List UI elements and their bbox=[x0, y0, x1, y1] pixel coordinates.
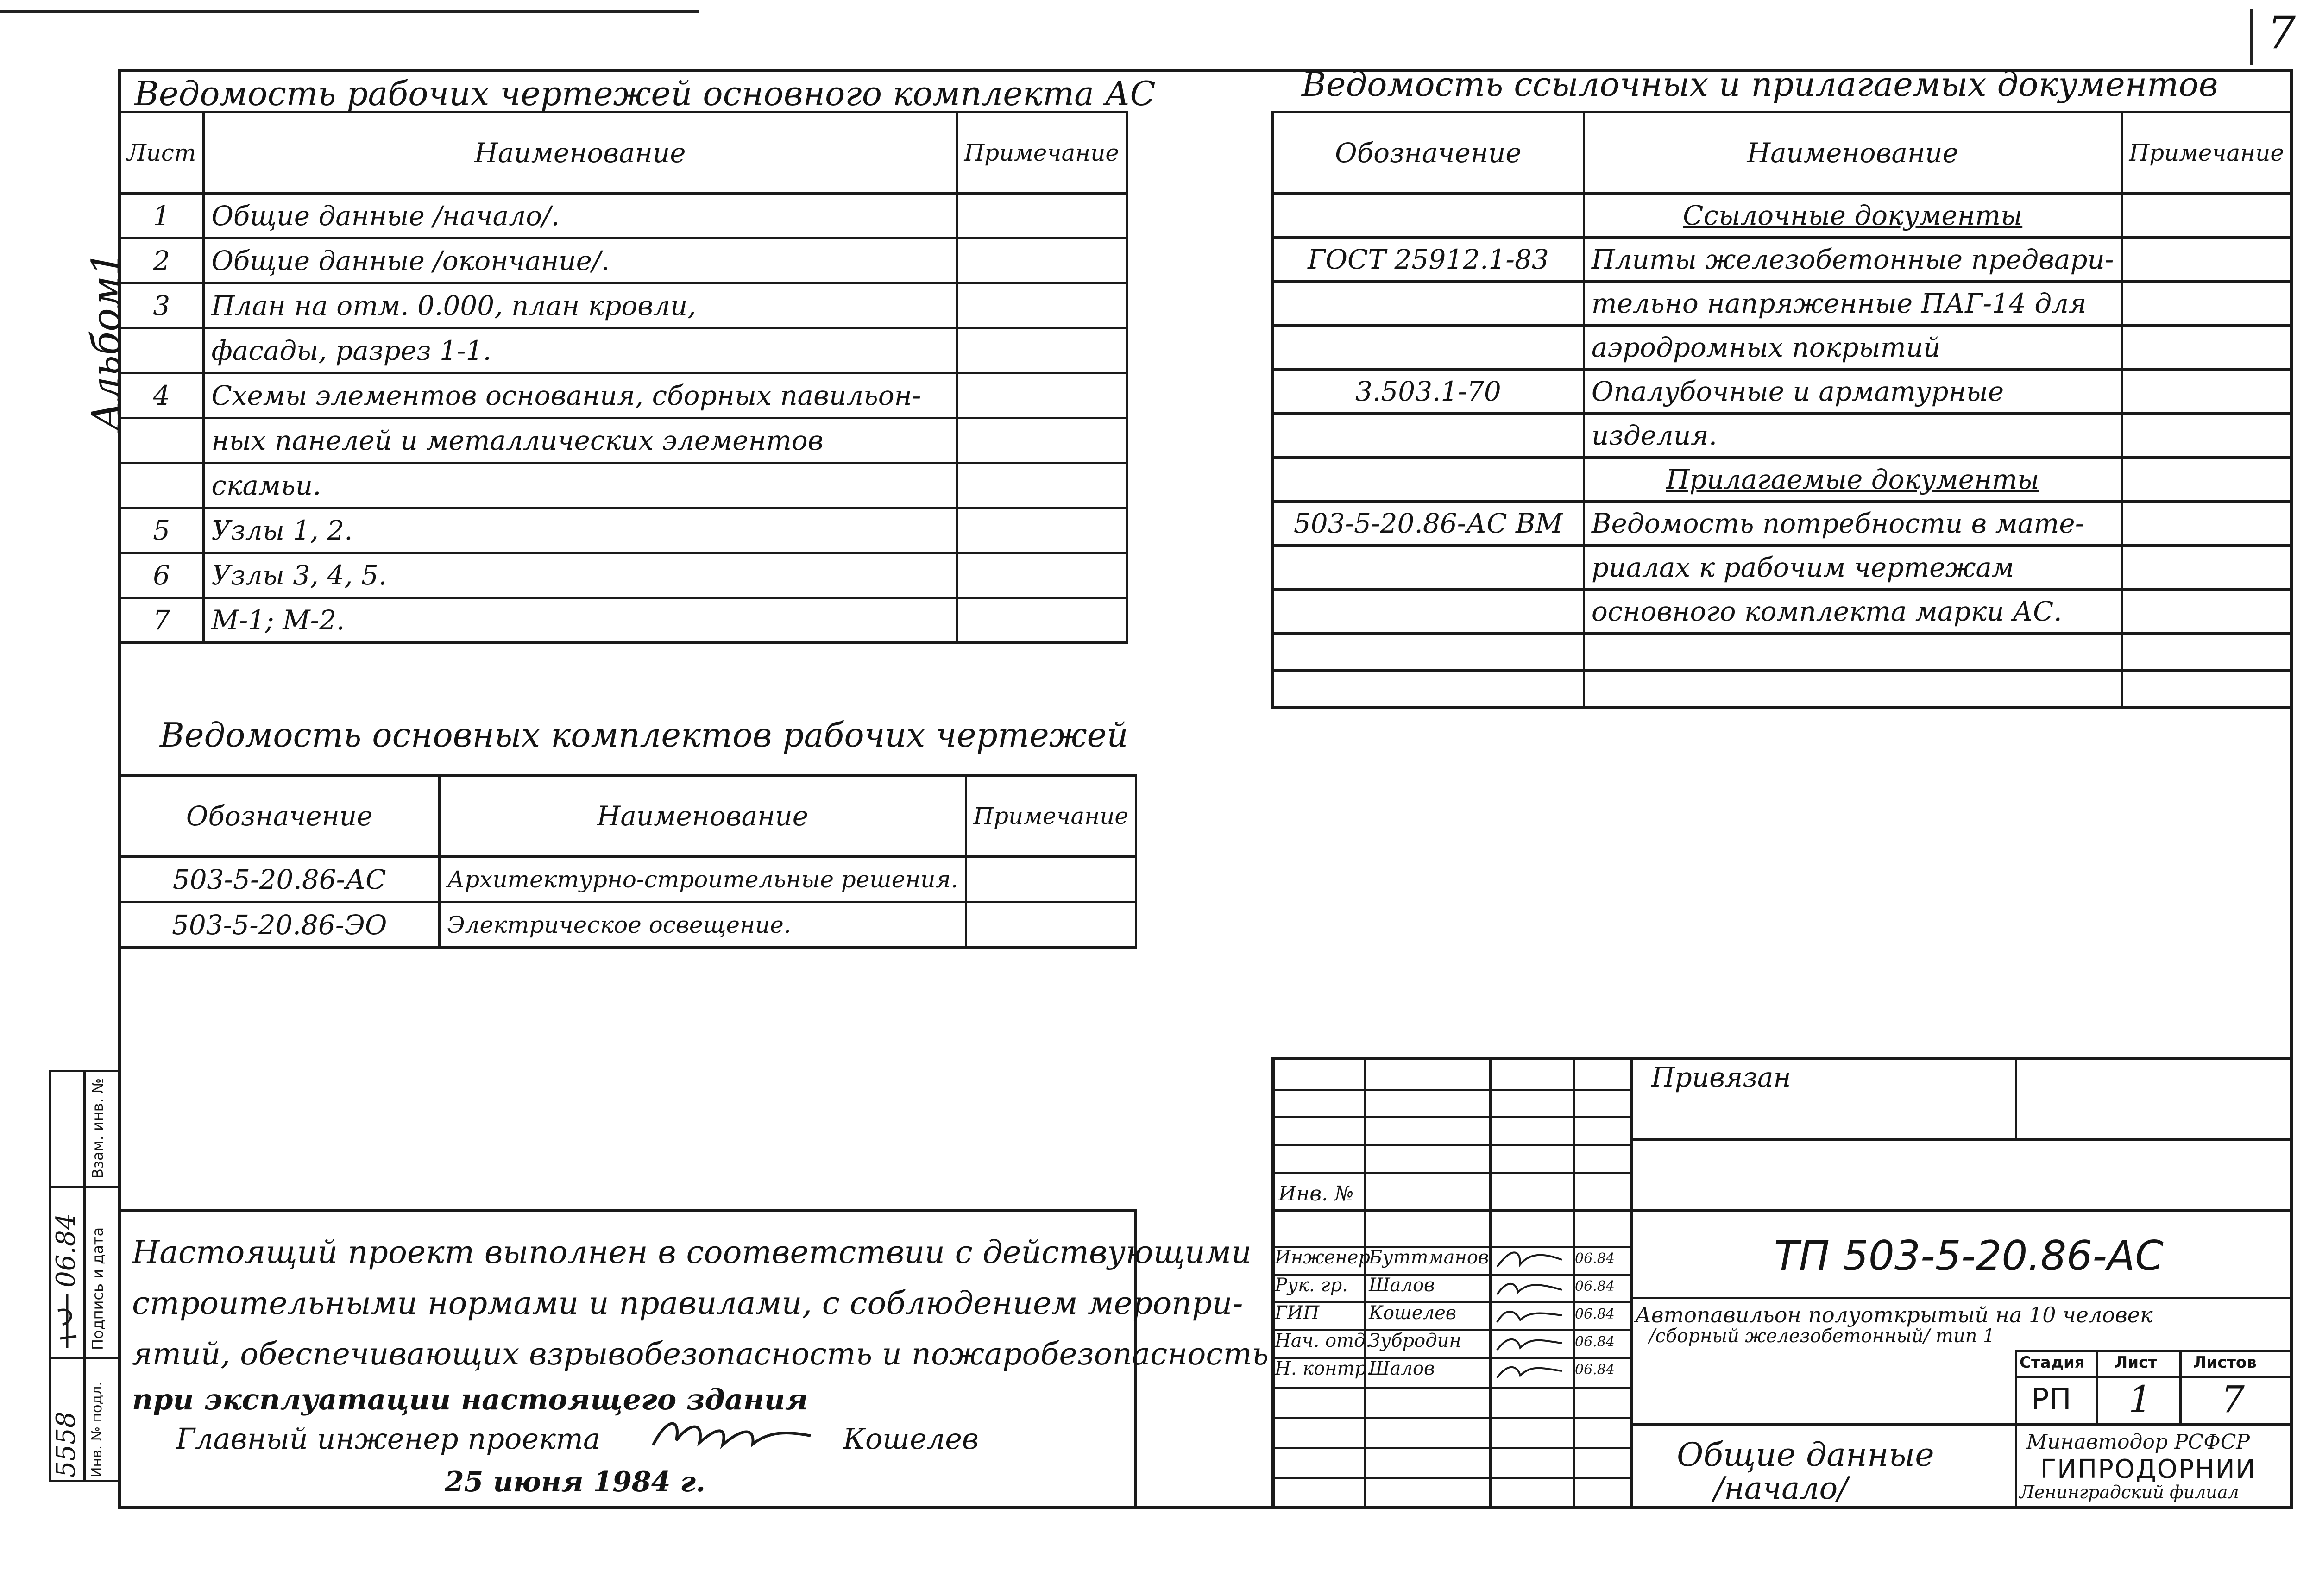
tb-hline bbox=[1271, 1447, 1633, 1449]
col-header-note: Примечание bbox=[2121, 113, 2292, 194]
table-cell bbox=[1273, 282, 1584, 326]
page-number: 7 bbox=[2267, 7, 2296, 59]
table-cell bbox=[2121, 458, 2292, 502]
tb-vline bbox=[2015, 1350, 2017, 1509]
main-sets-table bbox=[118, 774, 1137, 949]
page-number-divider bbox=[2250, 9, 2253, 65]
signer-date: 06.84 bbox=[1575, 1278, 1615, 1294]
table-cell: Электрическое освещение. bbox=[440, 902, 966, 948]
side-stamp-date: 06.84 bbox=[51, 1213, 81, 1288]
table-cell: 4 bbox=[120, 373, 204, 418]
table-cell bbox=[2121, 634, 2292, 671]
table-cell bbox=[2121, 590, 2292, 634]
object-name-line-2: /сборный железобетонный/ тип 1 bbox=[1649, 1326, 1995, 1347]
statement-line-2: строительными нормами и правилами, с соблюдением меропри- bbox=[132, 1285, 1243, 1322]
stage-value: РП bbox=[2031, 1382, 2071, 1417]
table-cell bbox=[957, 194, 1127, 239]
signer-name: Кошелев bbox=[1369, 1302, 1457, 1324]
tb-vline bbox=[1630, 1057, 1633, 1509]
table-cell bbox=[1273, 546, 1584, 590]
signer-signatures bbox=[1492, 1246, 1571, 1385]
inventory-number-label: Инв. № bbox=[1278, 1182, 1354, 1206]
table-cell bbox=[966, 857, 1136, 902]
signer-role: Нач. отд. bbox=[1275, 1330, 1372, 1351]
table-cell: фасады, разрез 1-1. bbox=[204, 328, 957, 373]
side-stamp-divider bbox=[83, 1070, 86, 1482]
table-cell bbox=[1273, 326, 1584, 370]
organization-ministry: Минавтодор РСФСР bbox=[2026, 1430, 2250, 1454]
table-cell: 7 bbox=[120, 598, 204, 643]
section-heading-attached: Прилагаемые документы bbox=[1584, 458, 2121, 502]
table-cell bbox=[2121, 194, 2292, 238]
table-cell: Узлы 3, 4, 5. bbox=[204, 553, 957, 598]
privyazan-label: Привязан bbox=[1651, 1062, 1791, 1093]
tb-hline bbox=[1271, 1387, 1633, 1389]
main-sets-title: Ведомость основных комплектов рабочих чертежей bbox=[160, 716, 1128, 754]
table-cell: 1 bbox=[120, 194, 204, 239]
side-stamp-row-line bbox=[49, 1357, 120, 1359]
table-cell: Плиты железобетонные предвари- bbox=[1584, 238, 2121, 282]
table-cell bbox=[2121, 370, 2292, 414]
stage-header: Стадия bbox=[2020, 1353, 2085, 1372]
tb-hline bbox=[1271, 1172, 1633, 1174]
sheets-header: Листов bbox=[2193, 1353, 2257, 1372]
sheet-title-line-2: /начало/ bbox=[1714, 1470, 1848, 1506]
table-cell bbox=[1273, 414, 1584, 458]
chief-engineer-label: Главный инженер проекта bbox=[176, 1422, 600, 1456]
table-cell bbox=[1584, 634, 2121, 671]
tb-hline bbox=[1271, 1089, 1633, 1091]
table-cell: Общие данные /начало/. bbox=[204, 194, 957, 239]
signer-role: ГИП bbox=[1275, 1302, 1320, 1324]
working-drawings-title: Ведомость рабочих чертежей основного комплекта АС bbox=[134, 74, 1156, 113]
table-cell bbox=[966, 902, 1136, 948]
table-cell: План на отм. 0.000, план кровли, bbox=[204, 283, 957, 328]
working-drawings-table bbox=[118, 111, 1128, 644]
table-cell bbox=[2121, 326, 2292, 370]
table-cell bbox=[957, 508, 1127, 553]
sheet-value: 1 bbox=[2128, 1378, 2152, 1421]
tb-hline bbox=[2015, 1350, 2293, 1352]
sheet-title-line-1: Общие данные bbox=[1677, 1436, 1934, 1474]
designation: ТП 503-5-20.86-АС bbox=[1774, 1232, 2164, 1280]
tb-vline bbox=[2015, 1057, 2017, 1139]
table-cell bbox=[957, 598, 1127, 643]
col-header-designation: Обозначение bbox=[1273, 113, 1584, 194]
section-heading-reference: Ссылочные документы bbox=[1584, 194, 2121, 238]
tb-hline bbox=[1630, 1297, 2293, 1299]
organization-institute: ГИПРОДОРНИИ bbox=[2040, 1454, 2256, 1484]
tb-hline bbox=[1271, 1209, 2293, 1212]
signer-name: Зубродин bbox=[1369, 1330, 1461, 1351]
col-header-name: Наименование bbox=[1584, 113, 2121, 194]
col-header-note: Примечание bbox=[966, 776, 1136, 857]
table-cell: ных панелей и металлических элементов bbox=[204, 418, 957, 463]
side-stamp-signature bbox=[53, 1292, 81, 1352]
statement-line-1: Настоящий проект выполнен в соответствии с действующими bbox=[132, 1234, 1252, 1271]
table-cell: основного комплекта марки АС. bbox=[1584, 590, 2121, 634]
table-cell: тельно напряженные ПАГ-14 для bbox=[1584, 282, 2121, 326]
signer-role: Н. контр. bbox=[1275, 1358, 1372, 1379]
side-stamp-label-inventory: Инв. № подл. bbox=[89, 1382, 105, 1477]
table-cell bbox=[957, 553, 1127, 598]
table-cell: 503-5-20.86-АС ВМ bbox=[1273, 502, 1584, 546]
sheet-header: Лист bbox=[2115, 1353, 2157, 1372]
table-cell bbox=[120, 328, 204, 373]
table-cell bbox=[1273, 194, 1584, 238]
table-cell: Опалубочные и арматурные bbox=[1584, 370, 2121, 414]
tb-hline bbox=[2015, 1376, 2293, 1378]
tb-vline bbox=[2179, 1350, 2182, 1424]
signer-date: 06.84 bbox=[1575, 1362, 1615, 1378]
tb-hline bbox=[1271, 1477, 1633, 1479]
table-cell bbox=[957, 463, 1127, 508]
table-cell: 503-5-20.86-ЭО bbox=[120, 902, 440, 948]
tb-vline bbox=[1364, 1057, 1366, 1509]
table-cell: Ведомость потребности в мате- bbox=[1584, 502, 2121, 546]
table-cell: ГОСТ 25912.1-83 bbox=[1273, 238, 1584, 282]
table-cell: Архитектурно-строительные решения. bbox=[440, 857, 966, 902]
table-cell bbox=[1584, 671, 2121, 708]
tb-hline bbox=[1630, 1423, 2293, 1426]
tb-hline bbox=[1271, 1417, 1633, 1419]
table-cell bbox=[2121, 414, 2292, 458]
table-cell bbox=[1273, 671, 1584, 708]
table-cell: изделия. bbox=[1584, 414, 2121, 458]
signer-role: Рук. гр. bbox=[1275, 1275, 1348, 1296]
approval-date: 25 июня 1984 г. bbox=[445, 1466, 705, 1498]
table-cell: Схемы элементов основания, сборных павильон- bbox=[204, 373, 957, 418]
table-cell: 503-5-20.86-АС bbox=[120, 857, 440, 902]
side-stamp-inventory: 5558 bbox=[51, 1411, 81, 1477]
table-cell bbox=[2121, 238, 2292, 282]
reference-docs-title: Ведомость ссылочных и прилагаемых документов bbox=[1302, 65, 2218, 104]
side-stamp-label-signature: Подпись и дата bbox=[89, 1227, 107, 1350]
table-cell bbox=[2121, 282, 2292, 326]
album-label: Альбом1 bbox=[83, 251, 129, 431]
side-stamp-row-line bbox=[49, 1186, 120, 1188]
col-header-designation: Обозначение bbox=[120, 776, 440, 857]
table-cell bbox=[120, 418, 204, 463]
table-cell: М-1; М-2. bbox=[204, 598, 957, 643]
table-cell bbox=[120, 463, 204, 508]
table-cell bbox=[957, 328, 1127, 373]
table-cell bbox=[1273, 458, 1584, 502]
table-cell: Общие данные /окончание/. bbox=[204, 239, 957, 283]
table-cell: 6 bbox=[120, 553, 204, 598]
table-cell: аэродромных покрытий bbox=[1584, 326, 2121, 370]
tb-hline bbox=[1271, 1144, 1633, 1146]
col-header-name: Наименование bbox=[440, 776, 966, 857]
sheets-value: 7 bbox=[2221, 1378, 2245, 1421]
table-cell: риалах к рабочим чертежам bbox=[1584, 546, 2121, 590]
table-cell bbox=[957, 418, 1127, 463]
table-cell bbox=[1273, 634, 1584, 671]
statement-line-4: при эксплуатации настоящего здания bbox=[132, 1382, 808, 1416]
table-cell bbox=[957, 283, 1127, 328]
table-cell bbox=[2121, 502, 2292, 546]
chief-engineer-signature bbox=[648, 1408, 824, 1459]
col-header-name: Наименование bbox=[204, 113, 957, 194]
chief-engineer-name: Кошелев bbox=[843, 1422, 979, 1456]
signer-name: Шалов bbox=[1369, 1358, 1435, 1379]
signer-date: 06.84 bbox=[1575, 1306, 1615, 1322]
table-cell: 2 bbox=[120, 239, 204, 283]
tb-vline bbox=[2096, 1350, 2098, 1424]
signer-role: Инженер bbox=[1275, 1247, 1370, 1268]
table-cell bbox=[2121, 546, 2292, 590]
table-cell bbox=[2121, 671, 2292, 708]
top-edge-line bbox=[0, 10, 699, 13]
table-cell bbox=[957, 239, 1127, 283]
table-cell: 3 bbox=[120, 283, 204, 328]
col-header-note: Примечание bbox=[957, 113, 1127, 194]
statement-line-3: ятий, обеспечивающих взрывобезопасность и пожаробезопасность bbox=[132, 1336, 1269, 1372]
signer-date: 06.84 bbox=[1575, 1250, 1615, 1267]
table-cell: 3.503.1-70 bbox=[1273, 370, 1584, 414]
signer-name: Шалов bbox=[1369, 1275, 1435, 1296]
table-cell bbox=[957, 373, 1127, 418]
object-name-line-1: Автопавильон полуоткрытый на 10 человек bbox=[1635, 1302, 2153, 1327]
signer-name: Буттманов bbox=[1369, 1247, 1489, 1268]
reference-docs-table bbox=[1271, 111, 2293, 709]
col-header-sheet: Лист bbox=[120, 113, 204, 194]
table-cell: скамьи. bbox=[204, 463, 957, 508]
table-cell: Узлы 1, 2. bbox=[204, 508, 957, 553]
tb-hline bbox=[1630, 1138, 2293, 1141]
side-stamp-label-replaced: Взам. инв. № bbox=[89, 1078, 107, 1179]
organization-branch: Ленинградский филиал bbox=[2020, 1482, 2239, 1502]
signer-date: 06.84 bbox=[1575, 1334, 1615, 1350]
tb-vline bbox=[1489, 1057, 1492, 1509]
tb-hline bbox=[1271, 1116, 1633, 1118]
table-cell bbox=[1273, 590, 1584, 634]
table-cell: 5 bbox=[120, 508, 204, 553]
